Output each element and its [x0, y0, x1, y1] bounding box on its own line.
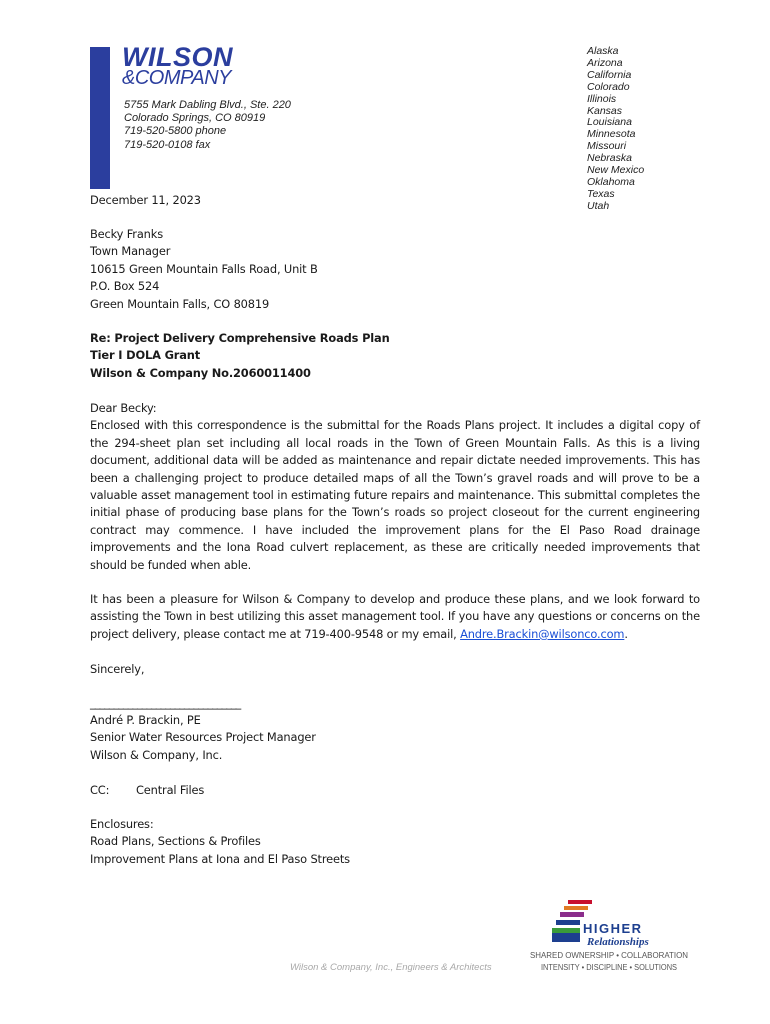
email-link[interactable]: Andre.Brackin@wilsonco.com — [460, 626, 625, 641]
letter-body — [90, 400, 700, 574]
logo-stripe-green — [552, 928, 580, 933]
state-item: Louisiana — [587, 116, 632, 129]
phone-line: 719-520-5800 phone — [124, 125, 227, 138]
enclosure-item: Road Plans, Sections & Profiles — [90, 834, 261, 849]
recipient-city: Green Mountain Falls, CO 80819 — [90, 296, 270, 311]
signer-name: André P. Brackin, PE — [90, 713, 201, 727]
enclosures-block — [90, 816, 350, 868]
state-item: Colorado — [587, 80, 630, 93]
cc-value: Central Files — [136, 783, 205, 797]
states-list — [587, 46, 644, 213]
logo-stripe-navy — [552, 933, 580, 942]
logo-stripe-red — [568, 900, 592, 904]
state-item: Missouri — [587, 140, 627, 153]
state-item: Nebraska — [587, 152, 632, 165]
paragraph-1: Enclosed with this correspondence is the submittal for the Roads Plans project. It includes a digital copy of the 294-sheet plan set including all local roads in the Town of Green Mountain Falls. As this is a living document, additional data will be added as maintenance and repair dictate needed improvements. This has been a challenging project to produce detailed maps of all the Town’s gravel roads and will prove to be a valuable asset management tool in estimating future repairs and maintenance. This submittal completes the initial phase of producing base plans for the Town’s roads so project closeout for the current engineering contract may commence. I have included the improvement plans for the El Paso Road drainage improvements and the Iona Road culvert replacement, as these are critically needed improvements that should be funded when able. — [90, 418, 700, 572]
company-address — [124, 99, 291, 152]
recipient-name: Becky Franks — [90, 227, 163, 241]
signer-title: Senior Water Resources Project Manager — [90, 730, 316, 745]
logo-tagline-1: SHARED OWNERSHIP • COLLABORATION — [530, 951, 689, 960]
state-item: California — [587, 68, 632, 81]
closing: Sincerely, — [90, 662, 145, 676]
grant-line: Tier I DOLA Grant — [90, 348, 201, 363]
logo-tagline-2: INTENSITY • DISCIPLINE • SOLUTIONS — [541, 963, 677, 972]
paragraph-2-text: It has been a pleasure for Wilson & Company to develop and produce these plans, and we look forward to assisting the Town in best utilizing this asset management tool. If you have any questions or concerns on the project delivery, please contact me at 719-400-9548 or my email, — [90, 592, 700, 641]
state-item: New Mexico — [587, 164, 645, 177]
logo-word-higher: HIGHER — [583, 921, 643, 936]
recipient-block — [90, 226, 318, 313]
logo-stripe-purple — [560, 912, 584, 917]
state-item: Oklahoma — [587, 175, 635, 188]
footer-company: Wilson & Company, Inc., Engineers & Architects — [290, 962, 492, 973]
signer-company: Wilson & Company, Inc. — [90, 747, 223, 762]
logo-stripe-blue — [556, 920, 580, 925]
logo-word-relationships: Relationships — [587, 936, 649, 948]
address-line: 5755 Mark Dabling Blvd., Ste. 220 — [124, 99, 291, 111]
logo-company: &COMPANY — [122, 67, 231, 89]
enclosure-item: Improvement Plans at Iona and El Paso Streets — [90, 851, 350, 866]
letter-date: December 11, 2023 — [90, 193, 201, 207]
higher-relationships-logo — [530, 895, 700, 975]
logo-wilson: WILSON — [122, 42, 233, 72]
paragraph-2 — [90, 591, 700, 643]
state-item: Alaska — [587, 45, 619, 57]
enclosures-label: Enclosures: — [90, 817, 154, 831]
state-item: Minnesota — [587, 128, 636, 141]
address-line: Colorado Springs, CO 80919 — [124, 112, 266, 125]
state-item: Utah — [587, 199, 610, 212]
salutation: Dear Becky: — [90, 401, 157, 415]
project-number-line: Wilson & Company No.2060011400 — [90, 365, 311, 380]
paragraph-2-end: . — [624, 626, 628, 641]
state-item: Arizona — [587, 56, 623, 69]
recipient-address: 10615 Green Mountain Falls Road, Unit B — [90, 261, 318, 276]
brand-bar — [90, 47, 110, 189]
recipient-po-box: P.O. Box 524 — [90, 279, 160, 294]
logo-stripe-orange — [564, 906, 588, 910]
cc-label: CC: — [90, 783, 110, 797]
state-item: Texas — [587, 187, 615, 200]
subject-line: Re: Project Delivery Comprehensive Roads Plan — [90, 331, 390, 345]
signature-line: ________________________________ — [90, 696, 241, 710]
state-item: Kansas — [587, 104, 623, 117]
fax-line: 719-520-0108 fax — [124, 138, 211, 151]
signer-block — [90, 712, 316, 764]
state-item: Illinois — [587, 92, 617, 105]
recipient-title: Town Manager — [90, 244, 171, 259]
subject-block — [90, 330, 390, 382]
